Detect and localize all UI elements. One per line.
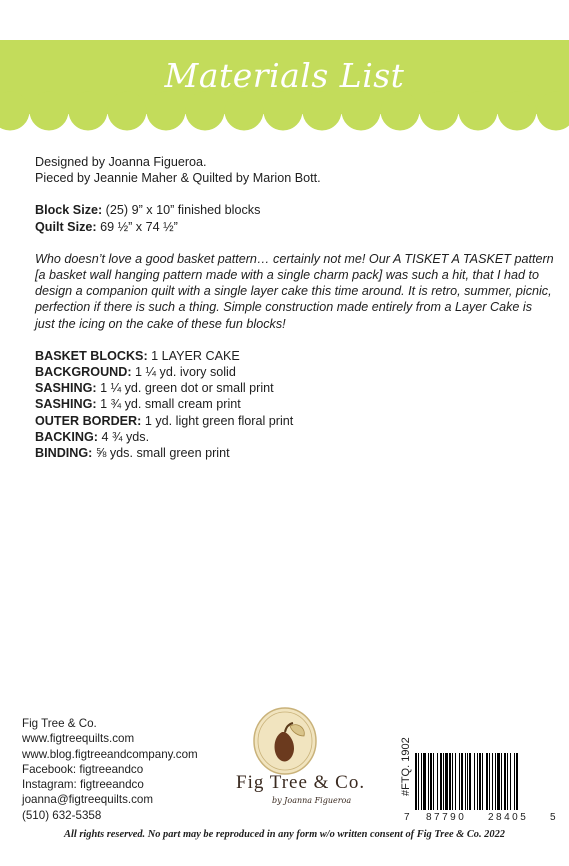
material-item xyxy=(35,413,555,429)
material-value: 1 LAYER CAKE xyxy=(147,348,240,363)
product-sku: #FTQ. 1902 xyxy=(400,737,412,796)
email-address: joanna@figtreequilts.com xyxy=(22,793,153,807)
logo-byline: by Joanna Figueroa xyxy=(272,796,352,805)
page-title: Materials List xyxy=(164,56,405,95)
maker-credit: Pieced by Jeannie Maher & Quilted by Marion Bott. xyxy=(35,171,321,186)
block-size xyxy=(35,202,555,218)
block-size-value: (25) 9” x 10” finished blocks xyxy=(102,203,261,218)
instagram-handle: Instagram: figtreeandco xyxy=(22,778,144,792)
barcode-icon xyxy=(414,753,552,810)
material-item xyxy=(35,445,555,461)
material-label: BACKING: xyxy=(35,429,98,444)
website-link: www.figtreequilts.com xyxy=(22,732,135,746)
material-item xyxy=(35,380,555,396)
barcode-digit-left: 87790 xyxy=(426,812,467,823)
material-label: SASHING: xyxy=(35,397,97,412)
material-value: ⅝ yds. small green print xyxy=(92,446,230,461)
company-name: Fig Tree & Co. xyxy=(22,717,97,730)
material-label: BINDING: xyxy=(35,446,93,461)
material-value: 1 ¼ yd. green dot or small print xyxy=(96,381,274,396)
header-banner xyxy=(0,0,569,132)
blog-link: www.blog.figtreeandcompany.com xyxy=(22,747,198,761)
phone-number: (510) 632-5358 xyxy=(22,808,102,822)
material-value: 4 ¾ yds. xyxy=(97,429,150,444)
barcode-digit-prefix: 7 xyxy=(404,812,410,823)
copyright-notice: All rights reserved. No part may be reproduced in any form w/o written consent of Fig Tree & Co. 2022 xyxy=(64,829,505,840)
designer-credit: Designed by Joanna Figueroa. xyxy=(35,155,207,169)
barcode-digit-right: 28405 xyxy=(488,812,529,823)
contact-info xyxy=(22,716,198,823)
fig-icon xyxy=(252,706,318,776)
material-label: SASHING: xyxy=(35,381,97,396)
material-item xyxy=(35,429,555,445)
material-value: 1 ¾ yd. small cream print xyxy=(96,397,241,412)
material-label: OUTER BORDER: xyxy=(35,413,142,428)
logo-name: Fig Tree & Co. xyxy=(236,772,366,793)
quilt-size xyxy=(35,219,555,235)
quilt-size-label: Quilt Size: xyxy=(35,219,97,234)
material-label: BASKET BLOCKS: xyxy=(35,348,148,363)
block-size-label: Block Size: xyxy=(35,203,103,218)
intro-paragraph: Who doesn’t love a good basket pattern… certainly not me! Our A TISKET A TASKET pattern [a basket wall hanging pattern made with a single charm pack] was such a hit, that I had to design a companion quilt with a single layer cake this time around. It is retro, summer, picnic, perfection if there is such a thing. Simple construction made entirely from a Layer Cake is just the icing on the cake of these fun blocks! xyxy=(35,251,554,331)
material-value: 1 ¼ yd. ivory solid xyxy=(131,365,236,380)
main-content xyxy=(35,154,555,461)
material-label: BACKGROUND: xyxy=(35,365,132,380)
material-item xyxy=(35,364,555,380)
material-value: 1 yd. light green floral print xyxy=(141,413,294,428)
barcode-digit-check: 5 xyxy=(550,812,556,823)
quilt-size-value: 69 ½” x 74 ½” xyxy=(96,219,178,234)
material-item xyxy=(35,348,555,364)
facebook-handle: Facebook: figtreeandco xyxy=(22,762,144,776)
material-item xyxy=(35,396,555,412)
